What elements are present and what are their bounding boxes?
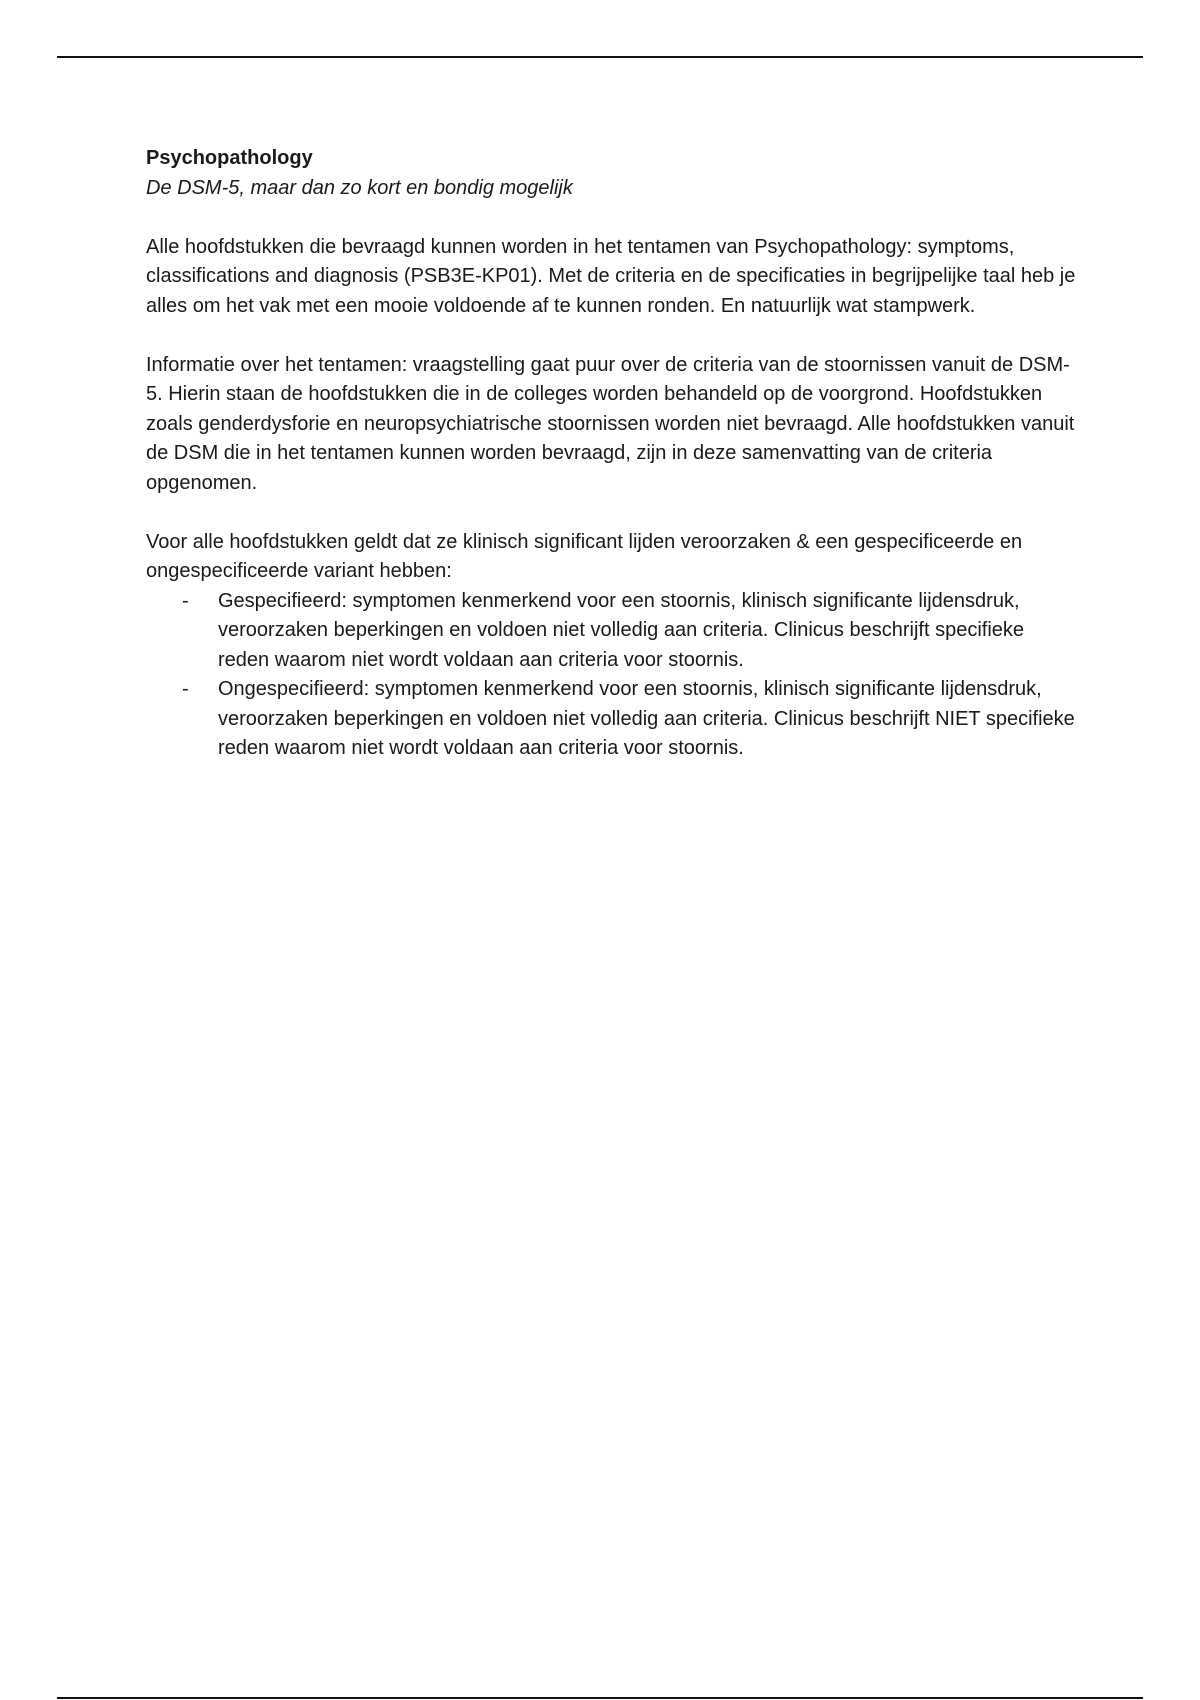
list-item-text: Ongespecifieerd: symptomen kenmerkend voor een stoornis, klinisch significante lijdensdruk, veroorzaken beperkingen en voldoen niet volledig aan criteria. Clinicus beschrijft NIET specifieke reden waarom niet wordt voldaan aan criteria voor stoornis.: [218, 678, 1075, 759]
bullet-marker: -: [182, 589, 189, 612]
footer-rule: [57, 1697, 1143, 1699]
chapters-paragraph: Voor alle hoofdstukken geldt dat ze klinisch significant lijden veroorzaken & een gespecificeerde en ongespecificeerde variant hebben:: [146, 530, 1023, 582]
list-item: [146, 675, 1076, 764]
list-item: [146, 587, 1076, 676]
document-body: [146, 144, 1076, 764]
bullet-marker: -: [182, 678, 189, 700]
document-subtitle: De DSM-5, maar dan zo kort en bondig mogelijk: [146, 176, 573, 199]
intro-paragraph: Alle hoofdstukken die bevraagd kunnen worden in het tentamen van Psychopathology: symptoms, classifications and diagnosis (PSB3E-KP01). Met de criteria en de specificaties in begrijpelijke taal heb je alles om het vak met een mooie voldoende af te kunnen ronden. En natuurlijk wat stampwerk.: [146, 235, 1076, 317]
variant-list: [146, 587, 1076, 764]
list-item-text: Gespecifieerd: symptomen kenmerkend voor een stoornis, klinisch significante lijdensdruk, veroorzaken beperkingen en voldoen niet volledig aan criteria. Clinicus beschrijft specifieke reden waarom niet wordt voldaan aan criteria voor stoornis.: [218, 589, 1025, 671]
header-rule: [57, 56, 1143, 58]
exam-info-paragraph: Informatie over het tentamen: vraagstelling gaat puur over de criteria van de stoornissen vanuit de DSM-5. Hierin staan de hoofdstukken die in de colleges worden behandeld op de voorgrond. Hoofdstukken zoals genderdysforie en neuropsychiatrische stoornissen worden niet bevraagd. Alle hoofdstukken vanuit de DSM die in het tentamen kunnen worden bevraagd, zijn in deze samenvatting van de criteria opgenomen.: [146, 353, 1075, 494]
document-title: Psychopathology: [146, 147, 313, 169]
